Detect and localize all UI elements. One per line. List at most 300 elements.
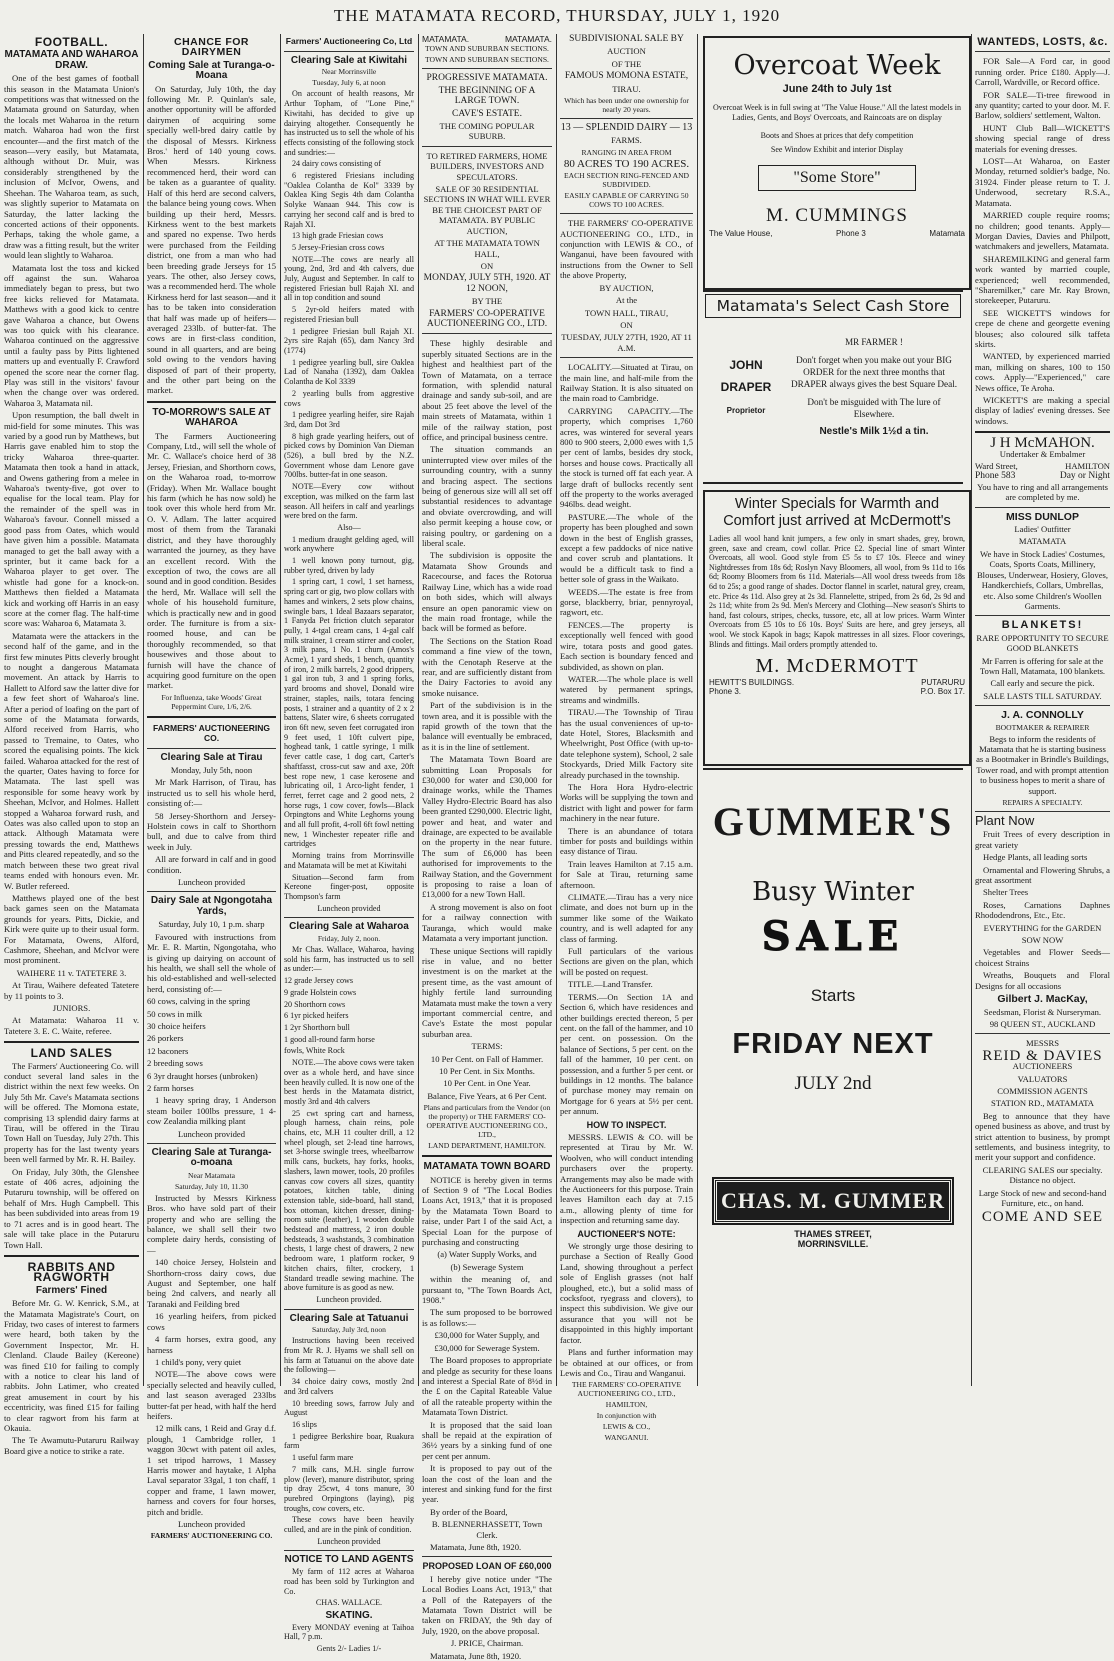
mackay-trade: Seedsman, Florist & Nurseryman. — [983, 1006, 1102, 1017]
dairymen-subheading: Coming Sale at Turanga-o-Moana — [148, 59, 275, 82]
ad-paragraph: Plans and further information may be obtained at our offices, or from Lewis and Co., Tirau and Wanganui. — [560, 1347, 693, 1378]
notice-paragraph: It is proposed to pay out of the loan the cost of the loan and the interest and sinking fund for the first year. — [422, 1463, 552, 1505]
notice-paragraph: By order of the Board, — [430, 1506, 508, 1517]
notice-paragraph: £30,000 for Water Supply, and — [434, 1330, 540, 1341]
ad-paragraph: TIRAU.—The Township of Tirau has the usual conveniences of up-to-date Hotel, Stores, Blacksmith and Wheelwright, Post Office (with up-to-date telephone system), School, 2 sale Stockyards, Dried Milk Factory site already purchased in the township. — [560, 707, 693, 780]
ad-text: Don't be misguided with The lure of Elsewhere. — [807, 397, 941, 419]
ad-paragraph: LOCALITY.—Situated at Tirau, on the main line, and half-mile from the Railway Station. It is also situated on the main road to Cambridge. — [560, 362, 693, 404]
classified-item: SEE WICKETT'S windows for crepe de chene and georgette evening blouses; also coloured silk taffeta skirts. — [975, 307, 1110, 349]
overcoat-week-ad — [703, 36, 971, 290]
column-7 — [975, 34, 1110, 1386]
notice-paragraph: (a) Water Supply Works, and — [437, 1249, 537, 1260]
sale-item: 1 pedigree Berkshire boar, Ruakura farm — [284, 1431, 414, 1451]
ad-line: SALE OF 30 RESIDENTIAL SECTIONS IN WHAT WILL EVER BE THE CHOICEST PART OF MATAMATA. BY PUBLIC AUCTION, — [423, 184, 551, 236]
ad-phone: Phone 3. — [709, 687, 742, 697]
ad-line: JULY 2nd — [794, 1073, 872, 1094]
sale-item: 5 2yr-old heifers mated with registered Friesian bull — [284, 305, 414, 324]
ad-paragraph: A strong movement is also on foot for a railway connection with Tauranga, which would make Matamata a very important junction. — [422, 901, 552, 944]
loan-heading: PROPOSED LOAN OF £60,000 — [422, 1561, 552, 1572]
ad-paragraph: Train leaves Hamilton at 7.15 a.m. for Sale at Tirau, returning same afternoon. — [560, 858, 693, 890]
sale-text: Favoured with instructions from Mr. E. R. Martin, Ngongotaha, who is giving up dairying on account of his health, we shall sell the whole of his old-established and well-selected herd, consisting of:— — [147, 931, 276, 994]
sale-item: 1 pedigree yearling heifer, sire Rajah 3rd, dam Dot 3rd — [284, 410, 414, 429]
company-footer: FARMERS' AUCTIONEERING CO. — [150, 1531, 273, 1541]
sale-item: 1 pedigree Friesian bull Rajah XI. 2yrs sire Rajah (65), dam Nancy 3rd (1774) — [284, 326, 414, 355]
football-subheading: MATAMATA AND WAHAROA DRAW. — [4, 49, 139, 71]
plans-text: Plans and particulars from the Vendor (on the property) or THE FARMERS' CO-OPERATIVE AUCTIONEERING CO., LTD., — [423, 1103, 551, 1140]
ad-line: FRIDAY NEXT — [732, 1028, 934, 1060]
column-rule — [280, 34, 281, 1386]
ad-box: P.O. Box 17. — [920, 687, 965, 697]
inspect-heading: HOW TO INSPECT. — [586, 1119, 667, 1130]
ad-footer-line: THE FARMERS' CO-OPERATIVE AUCTIONEERING CO., LTD., — [571, 1380, 682, 1399]
football-heading: FOOTBALL. — [34, 35, 109, 49]
dunlop-name: MISS DUNLOP — [1006, 510, 1079, 523]
sale-item: 16 slips — [292, 1420, 317, 1429]
sale-item: 26 porkers — [147, 1033, 184, 1044]
header-right: MATAMATA. — [504, 34, 552, 44]
terms-item: 10 Per Cent. on Fall of Hammer. — [430, 1053, 544, 1064]
classified-item: WICKETT'S are making a special display of ladies' evening dresses. See windows. — [975, 395, 1110, 426]
ad-paragraph: TITLE.—Land Transfer. — [568, 979, 653, 990]
tomorrow-heading: TO-MORROW'S SALE AT WAHAROA — [152, 406, 271, 429]
gummer-sale-ad — [703, 768, 963, 1372]
ad-line: FARMERS' CO-OPERATIVE AUCTIONEERING CO., LTD. — [426, 308, 548, 329]
sale-item: 12 grade Jersey cows — [284, 976, 353, 986]
sale-item: 1 pedigree yearling bull, sire Oaklea Lad of Nanaha (1392), dam Oaklea Colantha de Kol 3339 — [284, 357, 414, 387]
sale-text: Mr Mark Harrison, of Tirau, has instructed us to sell his whole herd, consisting of:— — [147, 777, 276, 809]
sale-text: On account of health reasons, Mr Arthur Topham, of "Lone Pine," Kiwitahi, has decided to give up dairying altogether. Consequently he has instructed us to sell the whole of his effects consisting of the following stock and sundries:— — [284, 89, 414, 157]
ad-line: 13 — SPLENDID DAIRY — 13 — [560, 122, 693, 134]
auctioneer-note-heading: AUCTIONEER'S NOTE: — [577, 1228, 676, 1239]
ad-paragraph: PASTURE.—The whole of the property has been ploughed and sown down in the best of English grasses, except a few paddocks of nice native and cover scrub and plantations. It would be a difficult task to find a better sole of grass in the Waikato. — [560, 511, 693, 585]
store-name: GUMMER'S — [712, 799, 954, 844]
notice-paragraph: NOTICE is hereby given in terms of Section 9 of "The Local Bodies Loans Act, 1913," that it is proposed by the Matamata Town Board to raise, under Part I of the said Act, a Special Loan for the purpose of purchasing and constructing — [422, 1174, 552, 1248]
ad-line: At the — [615, 295, 638, 306]
sale-item: 6 3yr draught horses (unbroken) — [147, 1070, 258, 1081]
mcmahon-hours: Day or Night — [1059, 471, 1110, 482]
ad-paragraph: We strongly urge those desiring to purchase a Section of Really Good Land, showing throughout a perfect sole of English grasses (not half ploughed, etc.), but a solid mass of cocksfoot, ryegrass and clovers), to inspect this subdivision. We give our assurance that you will not be disappointed in this highly important factor. — [560, 1241, 693, 1345]
ad-line: THAMES STREET, — [794, 1229, 872, 1239]
ad-greeting: MR FARMER ! — [845, 337, 903, 347]
loan-sign: J. PRICE, Chairman. — [450, 1638, 524, 1649]
ad-title: Overcoat Week — [733, 50, 941, 81]
article-paragraph: The Farmers Auctioneering Company, Ltd., will sell the whole of Mr. C. Wallace's choice herd of 38 Jersey, Friesian, and Shorthorn cows, on the Waharoa road, to-morrow (Friday). When Mr. Wallace bought his farm (which he has now sold) he took over this whole herd from Mr. O. V. Adlam. The latter acquired most of them from the Taranaki district, and they have thoroughly warranted the journey, as they have an excellent record. With the exception of two, the cows are all sound and in good condition. Besides the herd, Mr. Wallace will sell the whole of his household furniture, which is practically new and in good order. The furniture is from a six-roomed house, and can be thoroughly recommended, so that housewives and those about to furnish will have the chance of acquiring good furniture on the open market. — [147, 430, 276, 691]
mcmahon-street: Ward Street, — [975, 461, 1018, 472]
ad-line: MORRINSVILLE. — [797, 1239, 869, 1249]
ad-paragraph: These unique Sections will rapidly rise in value, and no better investment is on the market at the present time, as the vast amount of highly fertile land surrounding Matamata must make the town a very important commercial centre, and Cave's Estate the most popular suburban area. — [422, 945, 552, 1039]
blankets-call: Call early and secure the pick. — [990, 678, 1095, 689]
reid-trade: COMMISSION AGENTS — [997, 1085, 1088, 1096]
sale-item: 1 useful farm mare — [292, 1453, 354, 1463]
select-cash-store-ad — [703, 290, 963, 484]
sale-item: 1 medium draught gelding aged, will work anywhere — [284, 534, 414, 554]
column-rule — [556, 34, 557, 1386]
column-3 — [284, 34, 414, 1654]
reid-trade: AUCTIONEERS — [1012, 1061, 1073, 1072]
sale-item: 6 1yr picked heifers — [284, 1011, 349, 1021]
plant-line: SOW NOW — [1021, 935, 1064, 946]
sale-date: Saturday, July 3rd, noon — [312, 1325, 386, 1335]
ad-line: 80 ACRES TO 190 ACRES. — [563, 157, 690, 170]
ad-paragraph: WATER.—The whole place is well watered by permanent springs, streams and windmills. — [560, 673, 693, 705]
ad-footer-line: WANGANUI. — [604, 1433, 649, 1443]
wanteds-heading: WANTEDS, LOSTS, &c. — [977, 36, 1108, 48]
article-paragraph: On Saturday, July 10th, the day following Mr. P. Quinlan's sale, another opportunity will be afforded dairymen of acquiring some specially well-bred dairy cattle by the disposal of Messrs. Kirkness Bros.' herd of 140 young cows. When Messrs. Kirkness recommenced herd, their word can be taken as a guarantee of quality. Half of this herd are second calvers, the balance being young cows. When building up their herd, Messrs. Kirkness went to the best markets and spared no expense. Two herds were purchased from the Feilding district, one from a man who had been breeding grade Jerseys for 15 years. The other, also Jersey cows, was a recommended herd. The whole Kirkness herd for last season—and it has to be taken into consideration that half was made up of heifers—averaged 233lb. of butter-fat. The cows are in first-class condition, sound in all quarters, and are being sold owing to the vendors having disposed of part of their property, and the other part being on the market. — [147, 83, 276, 396]
sale-item: Also— — [337, 522, 361, 532]
proprietor-name: M. CUMMINGS — [766, 205, 908, 226]
dunlop-town: MATAMATA — [1018, 536, 1067, 547]
ad-line: PROGRESSIVE MATAMATA. — [426, 73, 548, 84]
terms-heading: TERMS: — [471, 1041, 503, 1052]
sale-item: 7 milk cans, M.H. single furrow plow (lever), manure distributor, spring tip dray 25cwt, 4 tons manure, 30 purebred Orpingtons (laying), pig troughs, cow covers, etc. — [284, 1464, 414, 1513]
sale-item: 9 grade Holstein cows — [284, 987, 357, 997]
blankets-heading: BLANKETS! — [1001, 619, 1084, 632]
ad-paragraph: The Sections on the Station Road command a fine view of the town, with the Cenotaph Reserve at the rear, and are sufficiently distant from the Dairy Factories to avoid any smoke nuisance. — [422, 635, 552, 698]
ad-text: Nestle's Milk 1½d a tin. — [819, 426, 929, 437]
ad-line: EASILY CAPABLE OF CARRYING 50 COWS TO 100 ACRES. — [564, 191, 689, 210]
gummer-logo: CHAS. M. GUMMER — [714, 1179, 952, 1223]
sale-item: 25 cwt spring cart and harness, plough harness, chain reins, pole chains, etc, M.H 11 coulter drill, a 12 wheel plough, set 2-lead tine harrows, set 3-horse swingle trees, wheelbarrow milk cans, buckets, hay forks, hooks, slashers, lawn mower, tools, 20 profiles canvas cow covers all sizes, quantity potatoes, kitchen table, dining extension table, side-board, hall stand, box ottoman, kitchen dresser, dining-room suite (leather), 1 wooden double bedstead and mattress, 2 iron double bedsteads, 3 washstands, 3 combination chests, 1 large chest of drawers, 2 new bedroom ware, 1 platform rocker, 9 kitchen chairs, filter, crockery, 1 Standard treadle sewing machine. The above furniture is as good as new. — [284, 1108, 414, 1293]
ad-line: Starts — [810, 986, 856, 1005]
ad-right: Matamata — [929, 229, 965, 238]
skating-prices: Gents 2/- Ladies 1/- — [316, 1644, 382, 1654]
reid-trade: VALUATORS — [1017, 1073, 1068, 1084]
luncheon: Luncheon provided — [177, 1128, 246, 1139]
ad-line: Which has been under one ownership for nearly 20 years. — [564, 96, 689, 115]
ad-footer-line: In conjunction with — [596, 1411, 657, 1421]
ad-line: AT THE MATAMATA TOWN HALL, — [434, 238, 540, 259]
plant-line: Ornamental and Flowering Shrubs, a great assortment — [975, 864, 1110, 886]
company-header: FARMERS' AUCTIONEERING CO. — [153, 722, 270, 744]
sale-location: Near Morrinsville — [321, 67, 377, 77]
luncheon: Luncheon provided — [177, 877, 246, 888]
luncheon: Luncheon provided. — [316, 1294, 382, 1304]
column-rule — [143, 34, 144, 1386]
ad-paragraph: CARRYING CAPACITY.—The property, which comprises 1,760 acres, was wintered for several years 800 to 900 steers, 2,000 ewes with 1,5 per cent of lambs, besides dry stock, horses and house cows. Practically all the stock is turned off fat each year. A large draft of bullocks recently sent off the property to the works averaged 946lbs. dead weight. — [560, 405, 693, 510]
sale-item: 34 choice dairy cows, mostly 2nd and 3rd calvers — [284, 1377, 414, 1396]
land-sales-heading: LAND SALES — [30, 1046, 113, 1061]
terms-item: 10 Per Cent. in Six Months. — [439, 1065, 535, 1076]
sale-item: NOTE.—The above cows were taken over as a whole herd, and have since been heavily culled. It is now one of the best herds in the Matamata district, mostly 3rd and 4th calvers — [284, 1058, 414, 1106]
ad-paragraph: The subdivision is opposite the Matamata Show Grounds and Racecourse, and faces the Rotorua Railway Line, which has a wide road on both sides, which will always ensure an open panoramic view on the main road frontage, while the back will be formed as before. — [422, 550, 552, 634]
sale-date: Saturday, July 10, 11.30 — [174, 1181, 249, 1191]
sale-item: 1 2yr Shorthorn bull — [284, 1022, 350, 1032]
sale-item: fowls, White Rock — [284, 1046, 345, 1056]
mcmahon-name: J H McMAHON. — [990, 435, 1095, 452]
ad-text: See Window Exhibit and interior Display — [770, 145, 904, 154]
sale-item: Morning trains from Morrinsville and Matamata will be met at Kiwitahi — [284, 851, 414, 870]
article-paragraph: Matamata were the attackers in the second half of the game, and in the first few minutes Pitts cleverly brought to nought a dangerous Matamata movement. An attack by Harris to Hallett to Alford saw the latter dive for a few feet short of Waharoa's line. After a period of loafing on the part of some of the Matamata forwards, Alford received from Harris, who passed to Tremaine, to Oates, who scored the equalising points. The kick failed. Waharoa attacked for the rest of the quarter, Oates having to force for Matamata. The last spell was responsible for some heavy work by Sheehan, McIvor, and Holmes. Hallett stopped a Waharoa forward rush, and Oates was also called upon to stop an attack. Although Matamata were pressing towards the end, Matthews and Pitts cleared repeatedly, and so the match between these two great rival teams ended with honours even. Mr. W. Butler refereed. — [4, 630, 139, 891]
ad-text: Boots and Shoes at prices that defy competition — [760, 131, 914, 140]
rabbits-subheading: Farmers' Fined — [35, 1284, 108, 1296]
article-subhead: JUNIORS. — [52, 1002, 91, 1013]
ad-line: FARMS. — [611, 135, 642, 146]
sale-text: All are forward in calf and in good condition. — [147, 854, 276, 875]
company-header: Farmers' Auctioneering Co, Ltd — [285, 36, 413, 46]
ad-text: Overcoat Week is in full swing at "The Value House." All the latest models in Ladies, Gents, and Boys' Overcoats, and Raincoats are on display — [713, 103, 961, 122]
ad-line: MONDAY, JULY 5TH, 1920. AT 12 NOON, — [423, 273, 551, 294]
ad-phone: Phone 3 — [836, 229, 866, 238]
ad-paragraph: The Matamata Town Board are submitting Loan Proposals for £30,000 for water and £30,000 for drainage works, while the Thames Valley Hydro-Electric Board has also been granted £290,000. Electric light, power and heat, and water and drainage, are expected to be available on the property in the near future. The sum of £6,000 has been authorised for improvements to the Railway Station, and the Government is proposing to raise a loan of £13,000 for a new Town Hall. — [422, 754, 552, 900]
reid-text: Beg to announce that they have opened business as above, and trust by strict attention to business, by prompt settlements, and business integrity, to merit your support and confidence. — [975, 1110, 1110, 1163]
ad-line: EACH SECTION RING-FENCED AND SUBDIVIDED. — [563, 171, 690, 190]
classified-item: SHAREMILKING and general farm work wanted by married couple, experienced; well recommended, "Sharemilker," care Mr. Ray Brown, storekeeper, Putaruru. — [975, 253, 1110, 306]
reid-street: STATION RD., MATAMATA — [991, 1098, 1094, 1109]
town-board-heading: MATAMATA TOWN BOARD — [423, 1161, 551, 1173]
ad-line: RANGING IN AREA FROM — [581, 147, 672, 157]
ad-line: TUESDAY, JULY 27TH, 1920, AT 11 A.M. — [561, 332, 692, 353]
owner-role: Proprietor — [726, 406, 766, 415]
mcmahon-text: You have to ring and all arrangements are completed by me. — [977, 481, 1108, 503]
article-paragraph: Before Mr. G. W. Kenrick, S.M., at the Matamata Magistrate's Court, on Friday, two cases of interest to farmers were heard, both taken by the Government Inspector, Mr. H. Clenland. Claude Bailey (Kereone) was fined £10 for failing to comply with a notice to clear his land of rabbits. John Latimer, who created great amusement in court by his eccentricity, was fined £15 for failing to clear ragwort from his farm at Okauia. — [4, 1298, 139, 1433]
ad-paragraph: WEEDS.—The estate is free from gorse, blackberry, briar, pennyroyal, ragwort, etc. — [560, 586, 693, 618]
notice-heading: NOTICE TO LAND AGENTS — [284, 1554, 414, 1566]
ad-right: PUTARURU — [921, 678, 965, 688]
sale-item: NOTE—Every cow without exception, was milked on the farm last season. All heifers in calf and yearlings were bred on the farm. — [284, 482, 414, 521]
ad-paragraph: THE FARMERS' CO-OPERATIVE AUCTIONEERING CO., LTD., in conjunction with LEWIS & CO., of Wanganui, have been favoured with instructions from the Owner to Sell the above Property, — [560, 218, 693, 281]
ad-line: THE COMING POPULAR SUBURB. — [439, 121, 535, 142]
sale-item: 12 milk cans, 1 Reid and Gray d.f. plough, 1 Cambridge roller, 1 waggon 30cwt with patent oil axles, 1 set tripod harrows, 1 Massey Harris mower and haytake, 1 Alpha Laval separator 33gal, 1 ton chaff, 1 copper and frame, 1 lawn mower, harness and covers for four horses, pitch and bridle. — [147, 1423, 276, 1517]
sale-item: 30 choice heifers — [147, 1020, 206, 1031]
reid-sales: CLEARING SALES our specialty. Distance no object. — [982, 1164, 1103, 1186]
notice-paragraph: It is proposed that the said loan shall be repaid at the expiration of 36½ years by a sinking fund of one per cent per annum. — [422, 1419, 552, 1461]
sale-item: 140 choice Jersey, Holstein and Shorthorn-cross dairy cows, due August and September, one half being 2nd calvers, and nearly all Taranaki and Feilding bred — [147, 1257, 276, 1309]
ad-paragraph: MESSRS. LEWIS & CO. will be represented at Tirau by Mr. W. Woolven, who will conduct intending purchasers over the property. Arrangements may also be made with the Auctioneers for this purpose. Train leaves Hamilton each day at 7.15 a.m., allowing plenty of time for inspection and returning same day. — [560, 1131, 693, 1226]
sale-item: 20 Shorthorn cows — [284, 999, 346, 1009]
sale-item: 1 spring cart, 1 cowl, 1 set harness, spring cart or gig, two plow collars with hames and winkers, 2 sets plow chains, swingle bars, 1 Ideal Bazaars separator, 1 Fanyda Pet friction clutch separator pully, 1 4-tgal cream cans, 1 4-gal calf milk strainer, 1 cream stirrer and cooler, 3 milk pans, 1 No. 1 churn (Amos's Acme), 1 yard sheds, 1 bench, quantity of iron, 2 milk barrels, 2 good drippers, 1 gal iron tub, 3 and 1 spring forks, yard brooms and shovel, Donald wire strainer, staples, nails, totara fencing posts, 1 strainer and a quantity of 2 x 2 battens, Slater wire, 6 sheets corrugated iron 6ft new, seven feet corrugated iron 9 feet used, 1 10ft culvert pipe, hoghead tank, 1 cattle syringe, 1 milk fever cattle case, 1 dog cart, Carter's shaftfasst, cross-cut saw and axe, 20ft best rope new, 1 case kerosene and lubricating oil, 1 Arco-light fender, 1 ferret, ferret cage and 2 good nets, 2 horse rugs, 1 cow cover, fowls—Black Orpingtons and White Leghorns young and all full profit, 4-roll 6ft fowl netting new, 1 Winchester repeater rifle and cartridges — [284, 577, 414, 849]
footnote: For Influenza, take Woods' Great Peppermint Cure, 1/6, 2/6. — [161, 692, 262, 711]
ad-text: Don't forget when you make out your BIG ORDER for the next three months that DRAPER always gives the best Square Deal. — [790, 355, 958, 389]
sale-date: Tuesday, July 6, at noon — [312, 78, 386, 88]
sale-item: NOTE—The above cows were specially selected and heavily culled, and last season averaged 233lbs butter-fat per head, with half the herd heifers. — [147, 1369, 276, 1421]
sale-item: 1 good all-round farm horse — [284, 1034, 375, 1044]
ad-dates: June 24th to July 1st — [782, 83, 892, 95]
classified-item: WANTED, by experienced married man, milking on shares, 100 to 150 cows. Apply—"Experienced," care News office, Te Aroha. — [975, 351, 1110, 393]
notice-paragraph: (b) Sewerage System — [450, 1261, 524, 1272]
ad-left: The Value House, — [709, 229, 773, 238]
connolly-repairs: REPAIRS A SPECIALTY. — [1002, 798, 1083, 807]
ngongotaha-heading: Dairy Sale at Ngongotaha Yards, — [150, 895, 273, 917]
blankets-line: RARE OPPORTUNITY TO SECURE GOOD BLANKETS — [976, 632, 1109, 654]
proprietor-name: M. McDERMOTT — [755, 655, 919, 678]
notice-sign: CHAS. WALLACE. — [315, 1598, 383, 1608]
luncheon: Luncheon provided — [317, 1536, 381, 1546]
notice-paragraph: Matamata, June 8th, 1920. — [430, 1542, 522, 1552]
ad-text: Ladies all wool hand knit jumpers, a few only in smart shades, grey, brown, green, saxe and cream, cowl collar. Price £2. Special line of smart Winter Overcoats, all wool. Good style from £5 5s to £7 10s. Fleece and winey Nightdresses from 18s 6d; Roslyn Navy Bloomers, all wool, from 9s 11d to 16s 6d; Roomy Bloomers from 6s 11d. Materials—All wool dress tweeds from 18s 6d to 25s; a good range of shades. Doctor flannel in scarlet, natural grey, cream, etc. Price 4s 11d. Also grey at 2s 3d. Flannelette, striped, from 2s 6d, 2s 9d and 2s 11d; white from 2s 9d. Men's Mercery and Clothing—New season's Shirts to hand, fast colours, stripes, checks, tussore, etc, all at low prices. Warm Winter Overcoats from £5 10s to £6 10s. Boys' Suits are here, and grey jerseys, all wool. We stock Kapok in bags; Kapok mattresses in all sizes. Floor coverings, Blinds and fittings. Mail orders promptly attended to. — [709, 534, 965, 649]
sale-item: 1 well known pony turnout, gig, rubber tyred, driven by lady — [284, 556, 414, 575]
sale-location: Near Matamata — [187, 1170, 235, 1180]
sale-banner: SALE — [761, 913, 905, 960]
skating-heading: SKATING. — [325, 1609, 373, 1621]
sale-item: These cows have been heavily culled, and are in the pink of condition. — [284, 1515, 414, 1535]
sale-item: 50 cows in milk — [147, 1008, 203, 1019]
mcdermott-winter-ad — [703, 490, 971, 766]
classified-item: HUNT Club Ball—WICKETT'S showing special range of dress materials for evening dresses. — [975, 122, 1110, 154]
column-rule — [971, 34, 972, 1386]
sale-date: Friday, July 2, noon. — [317, 934, 381, 944]
notice-paragraph: The sum proposed to be borrowed is as follows:— — [422, 1307, 552, 1328]
ad-line: ON — [480, 260, 494, 271]
column-4 — [422, 34, 552, 1661]
plant-line: EVERYTHING for the GARDEN — [983, 922, 1102, 933]
ad-line: TOWN HALL, TIRAU, — [584, 307, 669, 318]
ad-line: AUCTION — [607, 46, 646, 57]
sale-text: Instructed by Messrs Kirkness Bros. who have sold part of their property and who are selling the balance, we shall sell their two complete dairy herds, consisting of— — [147, 1192, 276, 1255]
ad-paragraph: TERMS.—On Section 1A and Section 6, which have residences and other buildings erected thereon, 5 per cent. on the fall of the hammer, and 10 per cent. on possession. On the balance of Sections, 5 per cent. on the fall of the hammer, 10 per cent. on possession, and a further 5 per cent. or buildings in 12 months. The balance of purchase money may remain on Mortgage for 6 years at 5½ per cent. per annum. — [560, 991, 693, 1117]
sale-item: 12 baconers — [147, 1045, 189, 1056]
ad-line: BY THE — [471, 296, 503, 307]
mcmahon-phone: Phone 583 — [975, 471, 1016, 482]
luncheon: Luncheon provided — [317, 903, 381, 913]
article-paragraph: At Matamata: Waharoa 11 v. Tatetere 3. E. C. Waite, referee. — [4, 1015, 139, 1036]
column-1 — [4, 34, 139, 1456]
tatuanui-heading: Clearing Sale at Tatuanui — [289, 1312, 409, 1324]
article-paragraph: The Te Awamutu-Putaruru Railway Board give a notice to strike a rate. — [4, 1435, 139, 1456]
ad-footer-line: LEWIS & CO., — [602, 1422, 651, 1432]
dunlop-trade: Ladies' Outfitter — [1014, 524, 1071, 535]
blankets-last: SALE LASTS TILL SATURDAY. — [983, 690, 1102, 701]
reid-name: REID & DAVIES — [982, 1047, 1103, 1064]
plant-now-heading: Plant Now — [975, 813, 1035, 828]
skating-text: Every MONDAY evening at Taihoa Hall, 7 p.m. — [284, 1622, 414, 1642]
notice-paragraph: £30,000 for Sewerage System. — [434, 1342, 540, 1353]
column-2 — [147, 34, 276, 1541]
reid-messrs: MESSRS — [1026, 1038, 1059, 1049]
sale-item: 5 Jersey-Friesian cross cows — [292, 242, 385, 252]
plant-line: Vegetables and Flower Seeds—choicest Strains — [975, 947, 1110, 968]
plant-line: Hedge Plants, all leading sorts — [983, 852, 1088, 863]
article-paragraph: Matthews played one of the best back games seen on the Matamata grounds for years. Pitts, Dickie, and Kirk were quite up to their usual form. For Matamata, Owens, Alford, Cashmore, Sheehan, and McIvor were most prominent. — [4, 892, 139, 966]
classified-item: FOR Sale—A Ford car, in good running order. Price £180. Apply—J. Carroll, Wardville, or Record office. — [975, 56, 1110, 88]
sale-item: 16 yearling heifers, from picked cows — [147, 1311, 276, 1332]
article-paragraph: One of the best games of football this season in the Matamata Union's competitions was that witnessed on the Matamata ground on Saturday, when the locals met Waharoa in the return match. Waharoa had won the first encounter—and the first match of the season—very easily, but Matamata, although without Dr. Muir, was considerably strengthened by the inclusion of McIvor, Owens, and Sheehan. The Waharoa team, as such, was slightly superior to Matamata on Saturday, the latter lacking the concerted actions of their opponents. Perhaps, taking the whole game, a draw was a fitting result, but the writer would lean slightly to Waharoa. — [4, 73, 139, 261]
classified-item: FOR SALE—Ti-tree firewood in any quantity; carted to your door. M. F. Barlow, soldiers' settlement, Walton. — [975, 89, 1110, 121]
dept-text: LAND DEPARTMENT, HAMILTON. — [428, 1141, 546, 1151]
sale-item: 60 cows, calving in the spring — [147, 996, 251, 1007]
article-paragraph: At Tirau, Waihere defeated Tatetere by 11 points to 3. — [4, 980, 139, 1001]
column-5 — [560, 34, 693, 1443]
ad-paragraph: The situation commands an uninterrupted view over miles of the surrounding country, with a sunny and bracing aspect. The sections being of generous size will all set off substantial residences to advantage and obviate overcrowding, and will also permit keeping a house cow, or raising poultry, or gardening on a liberal scale. — [422, 444, 552, 549]
ad-line: TO RETIRED FARMERS, HOME BUILDERS, INVESTORS AND SPECULATORS. — [426, 150, 548, 182]
notice-paragraph: The Board proposes to appropriate and pledge as security for these loans and interest a Special Rate of 8½d in the £ on the Capital Rateable Value of all the rateable property within the Matamata Town District. — [422, 1355, 552, 1418]
ad-line: TOWN AND SUBURBAN SECTIONS. — [425, 44, 549, 54]
sale-item: 8 high grade yearling heifers, out of picked cows by Dominion Van Dieman (526), a bull bred by the N.Z. Government whose dam Lenore gave 700lbs. butter-fat in one season. — [284, 431, 414, 480]
dairymen-heading: CHANCE FOR DAIRYMEN — [174, 36, 249, 59]
ad-title: Winter Specials for Warmth and Comfort just arrived at McDermott's — [723, 496, 951, 529]
ad-paragraph: These highly desirable and superbly situated Sections are in the highest and healthiest part of the Town of Matamata, on a terrace formation, with splendid natural drainage and sandy sub-soil, and are about 25 feet above the level of the main streets of Matamata, within 1 mile of the railway station, post office, and principal business centre. — [422, 338, 552, 442]
masthead: THE MATAMATA RECORD, THURSDAY, JULY 1, 1920 — [333, 6, 781, 25]
ad-line: FAMOUS MOMONA ESTATE, — [564, 71, 689, 82]
ad-paragraph: Full particulars of the various Sections are given on the plan, which will be posted on request. — [560, 946, 693, 977]
ad-title: Matamata's Select Cash Store — [705, 294, 961, 318]
classified-item: LOST—At Waharoa, on Easter Monday, returned soldier's badge, No. 31924. Finder please return to T. J. Underwood, secretary R.S.A., Matamata. — [975, 156, 1110, 208]
notice-paragraph: B. BLENNERHASSETT, Town Clerk. — [431, 1519, 543, 1540]
article-paragraph: On Friday, July 30th, the Glenshee estate of 406 acres, adjoining the Putaruru township, will be offered on behalf of Mrs. Hugh Campbell. This has been subdivided into areas from 19 to 71 acres and is in good heart. The sale will take place in the Putaruru Town Hall. — [4, 1166, 139, 1250]
mcmahon-trade: Undertaker & Embalmer — [999, 448, 1086, 459]
ad-paragraph: The Hora Hora Hydro-electric Works will be supplying the town and district with light and power for farm machinery in the near future. — [560, 781, 693, 824]
column-rule — [697, 34, 698, 1386]
sale-item: 1 heavy spring dray, 1 Anderson steam boiler 100lbs pressure, 1 4-cow Zealandia milking plant — [147, 1095, 276, 1127]
sale-item: Situation—Second farm from Kereone finger-post, opposite Thompson's farm — [284, 872, 414, 901]
waharoa-sale-heading: Clearing Sale at Waharoa — [289, 921, 409, 933]
connolly-trade: BOOTMAKER & REPAIRER — [995, 722, 1090, 732]
connolly-text: Begs to inform the residents of Matamata that he is starting business as a Bootmaker in Brindle's Buildings, Tower road, and with prompt attention to business hopes to merit a share of support. — [976, 733, 1109, 796]
connolly-name: J. A. CONNOLLY — [1001, 709, 1084, 722]
plant-line: Roses, Carnations Daphnes Rhododendrons, Etc., Etc. — [975, 899, 1110, 921]
sale-item: 2 breeding sows — [147, 1058, 203, 1069]
sale-item: NOTE—The cows are nearly all young, 2nd, 3rd and 4th calvers, due July, August and September. In calf to registered Friesian bull Rajah XI. and all in top condition and sound — [284, 254, 414, 303]
ad-line: ON — [620, 319, 633, 330]
mcmahon-town: HAMILTON — [1065, 461, 1110, 472]
column-rule — [418, 34, 419, 1386]
plant-line: Wreaths, Bouquets and Floral Designs for all occasions — [975, 970, 1110, 991]
store-slogan: "Some Store" — [758, 165, 916, 191]
come-and-see: COME AND SEE — [981, 1209, 1104, 1226]
loan-date: Matamata, June 8th, 1920. — [430, 1650, 522, 1661]
dunlop-text: We have in Stock Ladies' Costumes, Coats, Sports Coats, Millinery, Blouses, Underwear, Hosiery, Gloves, Handkerchiefs, Collars, Umbrellas, etc. Also some Children's Woollen Garments. — [976, 548, 1109, 611]
notice-paragraph: within the meaning of, and pursuant to, "The Town Boards Act, 1908." — [422, 1274, 552, 1306]
owner-name: JOHN DRAPER — [720, 358, 772, 394]
plant-line: Fruit Trees of every description in great variety — [975, 829, 1110, 850]
ad-footer-line: HAMILTON, — [605, 1400, 648, 1410]
article-paragraph: Upon resumption, the ball dwelt in mid-field for some minutes. This was varied by a good run by Matthews, but Harris gave enabled him to stop the tricky Waharoa three-quarter. Matamata then took a hand in attack, and Owens gathering from a melee in Waharoa's twenty-five, got over to equalise for the local team. Play for the remainder of the spell was in Waharoa's favour. Connell missed a good pass from Oates, which would have given him a possible. Matamata managed to get the ball away with a sprinter, but it came back for a Waharoa player to get over. The whistle had gone for a knock-on. Matthews then fielded a Matamata kick and working off Harris in an easy score at the corner flag. The half-time score was: Waharoa 6, Matamata 3. — [4, 410, 139, 629]
sale-date: Monday, July 5th, noon — [170, 765, 253, 775]
ad-line: TIRAU. — [612, 83, 641, 94]
ad-paragraph: There is an abundance of totara timber for posts and buildings within easy distance of Tirau. — [560, 825, 693, 857]
mackay-name: Gilbert J. MacKay, — [997, 993, 1088, 1006]
ad-line: SUBDIVISIONAL SALE BY — [569, 34, 684, 44]
terms-item: Balance, Five Years, at 6 Per Cent. — [427, 1090, 547, 1101]
article-paragraph: The Farmers' Auctioneering Co. will conduct several land sales in the district within the next few weeks. On July 5th Mr. Cave's Matamata sections will be offered. The Momona estate, comprising 13 splendid dairy farms at Tirau, will be offered in the Tirau Town Hall on Tuesday, July 27th. This property has for the last twenty years been well farmed by Mr. R. H. Bailey. — [4, 1060, 139, 1165]
classified-item: MARRIED couple require rooms; no children; good tenants. Apply—Morgan Davies, Davies and Philpott, watchmakers and jewellers, Matamata. — [975, 210, 1110, 252]
blankets-text: Mr Farren is offering for sale at the Town Hall, Matamata, 100 blankets. — [979, 655, 1106, 676]
article-subhead: WAIHERE 11 v. TATETERE 3. — [16, 967, 127, 978]
sale-item: 6 registered Friesians including "Oaklea Colantha de Kol" 3339 by Oaklea King Segis 4th dam Colantha Solyke Wanaan 944. This cow is carrying her second calf and is bred to Rajah XI. — [284, 171, 414, 229]
ad-paragraph: FENCES.—The property is exceptionally well fenced with good wire, totara posts and good gates. Each section is boundary fenced and subdivided, as shown on plan. — [560, 619, 693, 672]
ad-line: TOWN AND SUBURBAN SECTIONS. — [425, 55, 549, 65]
ad-paragraph: Part of the subdivision is in the town area, and it is possible with the rapid growth of the town that the balance will eventually be embraced, as it is in the line of settlement. — [422, 700, 552, 752]
sale-text: 58 Jersey-Shorthorn and Jersey-Holstein cows in calf to Shorthorn bull, and due to calve from third week in July. — [147, 810, 276, 852]
ad-line: BY AUCTION, — [599, 282, 654, 293]
sale-text: Mr Chas. Wallace, Waharoa, having sold his farm, has instructed us to sell as under:— — [284, 945, 414, 974]
sale-item: 1 child's pony, very quiet — [155, 1356, 242, 1367]
kiwitahi-heading: Clearing Sale at Kiwitahi — [290, 54, 408, 66]
header-left: MATAMATA. — [422, 34, 470, 44]
turanga-heading: Clearing Sale at Turanga-o-moana — [151, 1147, 272, 1169]
ad-line: CAVE'S ESTATE. — [452, 108, 522, 119]
ad-line: OF THE — [611, 58, 642, 69]
ad-left: HEWITT'S BUILDINGS. — [709, 678, 795, 688]
plant-line: Shelter Trees — [983, 887, 1029, 898]
sale-item: 4 farm horses, extra good, any harness — [147, 1334, 276, 1355]
sale-item: 2 farm horses — [147, 1082, 194, 1093]
mackay-address: 98 QUEEN ST., AUCKLAND — [989, 1018, 1096, 1029]
notice-text: My farm of 112 acres at Waharoa road has been sold by Turkington and Co. — [284, 1567, 414, 1596]
loan-text: I hereby give notice under "The Local Bodies Loans Act, 1913," that a Poll of the Ratepayers of the Matamata Town District will be taken on FRIDAY, the 9th day of July, 1920, on the above proposal. — [422, 1573, 552, 1636]
ad-line: Busy Winter — [752, 877, 914, 907]
rabbits-heading: RABBITS AND RAGWORTH — [27, 1259, 116, 1285]
luncheon: Luncheon provided — [177, 1519, 246, 1529]
tirau-sale-heading: Clearing Sale at Tirau — [160, 751, 263, 763]
ad-line: THE BEGINNING OF A LARGE TOWN. — [438, 85, 536, 107]
terms-item: 10 Per Cent. in One Year. — [443, 1078, 531, 1089]
ad-paragraph: CLIMATE.—Tirau has a very nice climate, and does not burn up in the summer like some of the Waikato country, and is well adapted for any class of farming. — [560, 892, 693, 944]
sale-text: Instructions having been received from Mr R. J. Hyams we shall sell on his farm at Tatuanui on the above date the following— — [284, 1336, 414, 1375]
sale-item: 13 high grade Friesian cows — [292, 231, 384, 241]
sale-date: Saturday, July 10, 1 p.m. sharp — [158, 919, 265, 930]
reid-stock: Large Stock of new and second-hand Furniture, etc., on hand. — [978, 1187, 1107, 1208]
article-paragraph: Matamata lost the toss and kicked off against the sun. Waharoa immediately began to press, but two free kicks relieved for Matamata. Matthews with a good kick to centre gave Waharoa a chance, but Owens was too quick with his clearance. Waharoa continued on the aggressive until a faulty pass by Pitts lightened matters up and eventually F. Crawford opened the score near the corner flag. Play was still in the visitors' favour when the change over was ordered. Waharoa 3, Matamata nil. — [4, 262, 139, 408]
